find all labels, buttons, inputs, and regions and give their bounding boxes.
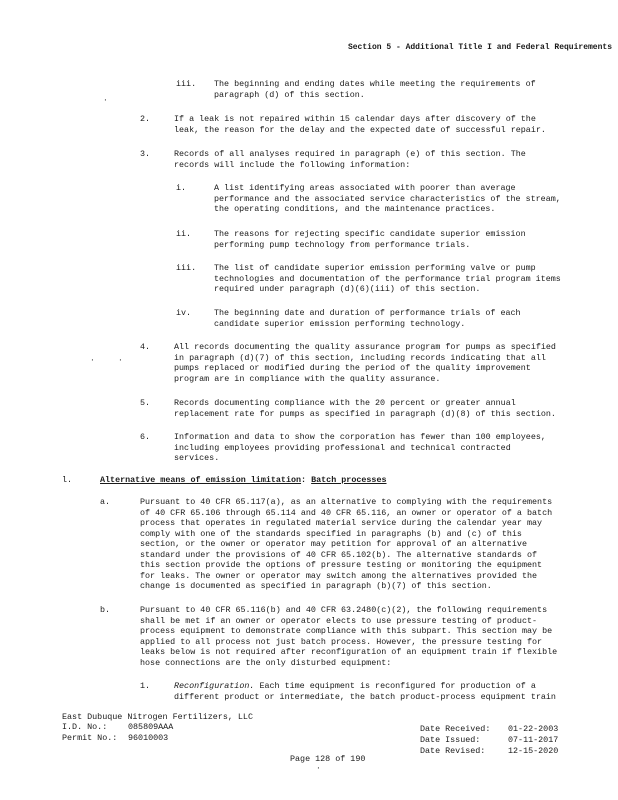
item-number: 4. [140,342,151,352]
para-b1-lead: Reconfiguration. [174,681,255,691]
item-text-line: The list of candidate superior emission performing valve or pump [214,263,536,273]
para-b-number: b. [100,605,111,615]
item-text-line: in paragraph (d)(7) of this section, including records indicating that all [174,352,546,363]
item-text-line: Records documenting compliance with the 20 percent or greater annual [174,398,516,408]
item-text-line: The beginning date and duration of performance trials of each [214,308,521,318]
section-l-title-a: Alternative means of emission limitation [100,475,302,485]
item-text-line: The reasons for rejecting specific candidate superior emission [214,229,526,239]
id-value: 085809AAA [128,722,174,732]
date-revised-value: 12-15-2020 [508,746,559,756]
para-b1-first-line [174,681,536,692]
item-text-line: Information and data to show the corporation has fewer than 100 employees, [174,432,546,442]
item-text-line: All records documenting the quality assurance program for pumps as specified [174,342,556,352]
company-name: East Dubuque Nitrogen Fertilizers, LLC [62,712,253,722]
item-number: i. [176,183,187,193]
item-number: iii. [176,79,197,89]
date-issued-label: Date Issued: [420,735,481,745]
item-text-line: performing pump technology from performance trials. [214,239,471,250]
para-b1-number: 1. [140,681,151,691]
item-text-line: candidate superior emission performing technology. [214,318,466,329]
para-a-line: Pursuant to 40 CFR 65.117(a), as an alternative to complying with the requirements [140,497,553,507]
item-number: 5. [140,398,151,408]
para-a-number: a. [100,497,111,507]
section-l-title-sep: : [301,475,312,485]
date-received-value: 01-22-2003 [508,724,559,734]
para-b-line: shall be met if an owner or operator elects to use pressure testing of product- [140,615,538,626]
para-b1-first-rest: Each time equipment is reconfigured for production of a [254,681,536,691]
page-number: Page 128 of 190 [290,754,366,764]
item-text-line: records will include the following information: [174,159,411,170]
item-text-line: Records of all analyses required in paragraph (e) of this section. The [174,149,526,159]
para-a-line: change is documented as specified in paragraph (b)(7) of this section. [140,581,492,591]
item-text-line: paragraph (d) of this section. [214,89,365,100]
para-a-line: of 40 CFR 65.106 through 65.114 and 40 CFR 65.116, an owner or operator of a batch [140,507,553,518]
para-a-line: standard under the provisions of 40 CFR 65.102(b). The alternative standards of [140,549,538,560]
item-text-line: A list identifying areas associated with poorer than average [214,183,516,193]
item-number: 2. [140,114,151,124]
date-issued-value: 07-11-2017 [508,735,559,745]
item-text-line: including employees providing professional and technical contracted [174,442,511,453]
section-header: Section 5 - Additional Title I and Federal Requirements [347,43,612,52]
date-received-label: Date Received: [420,724,491,734]
date-revised-label: Date Revised: [420,746,486,756]
para-b-line: leaks below is not required after reconfiguration of an equipment train if flexible [140,647,558,657]
para-b1-line: different product or intermediate, the batch product-process equipment train [174,692,556,702]
item-text-line: pumps replaced or modified during the period of the quality improvement [174,363,531,373]
permit-value: 96010003 [128,733,169,743]
para-b-line: hose connections are the only disturbed equipment: [140,657,392,668]
section-l-heading [100,475,387,486]
item-text-line: If a leak is not repaired within 15 calendar days after discovery of the [174,114,536,124]
para-a-line: comply with one of the standards specified in paragraphs (b) and (c) of this [140,528,522,539]
item-number: ii. [176,229,192,239]
item-text-line: leak, the reason for the delay and the expected date of successful repair. [174,124,546,135]
item-number: 3. [140,149,151,159]
item-number: iii. [176,263,197,273]
scan-speck: · [118,356,123,365]
permit-label: Permit No.: [62,733,118,743]
section-l-number: l. [62,475,73,485]
item-text-line: required under paragraph (d)(6)(iii) of this section. [214,284,481,294]
scan-speck: · [316,764,321,773]
item-text-line: The beginning and ending dates while meeting the requirements of [214,79,536,89]
para-a-line: for leaks. The owner or operator may switch among the alternatives provided the [140,570,538,581]
para-b-line: process equipment to demonstrate compliance with this subpart. This section may be [140,626,553,636]
item-text-line: performance and the associated service characteristics of the stream, [214,193,561,204]
item-number: iv. [176,308,192,318]
item-text-line: services. [174,453,220,463]
para-a-line: section, or the owner or operator may petition for approval of an alternative [140,539,527,549]
para-a-line: this section provide the options of pressure testing or monitoring the equipment [140,560,543,570]
item-number: 6. [140,432,151,442]
section-l-title-b: Batch processes [311,475,387,485]
scan-speck: · [103,96,108,105]
item-text-line: program are in compliance with the quality assurance. [174,373,441,384]
item-text-line: replacement rate for pumps as specified in paragraph (d)(8) of this section. [174,408,556,419]
id-label: I.D. No.: [62,722,108,732]
scan-speck: · [90,356,95,365]
item-text-line: the operating conditions, and the maintenance practices. [214,204,496,214]
para-a-line: process that operates in regulated material service during the calendar year may [140,518,543,528]
item-text-line: technologies and documentation of the performance trial program items [214,273,561,284]
para-b-line: applied to all process not just batch process. However, the pressure testing for [140,636,543,647]
para-b-line: Pursuant to 40 CFR 65.116(b) and 40 CFR 63.2480(c)(2), the following requirements [140,605,548,615]
